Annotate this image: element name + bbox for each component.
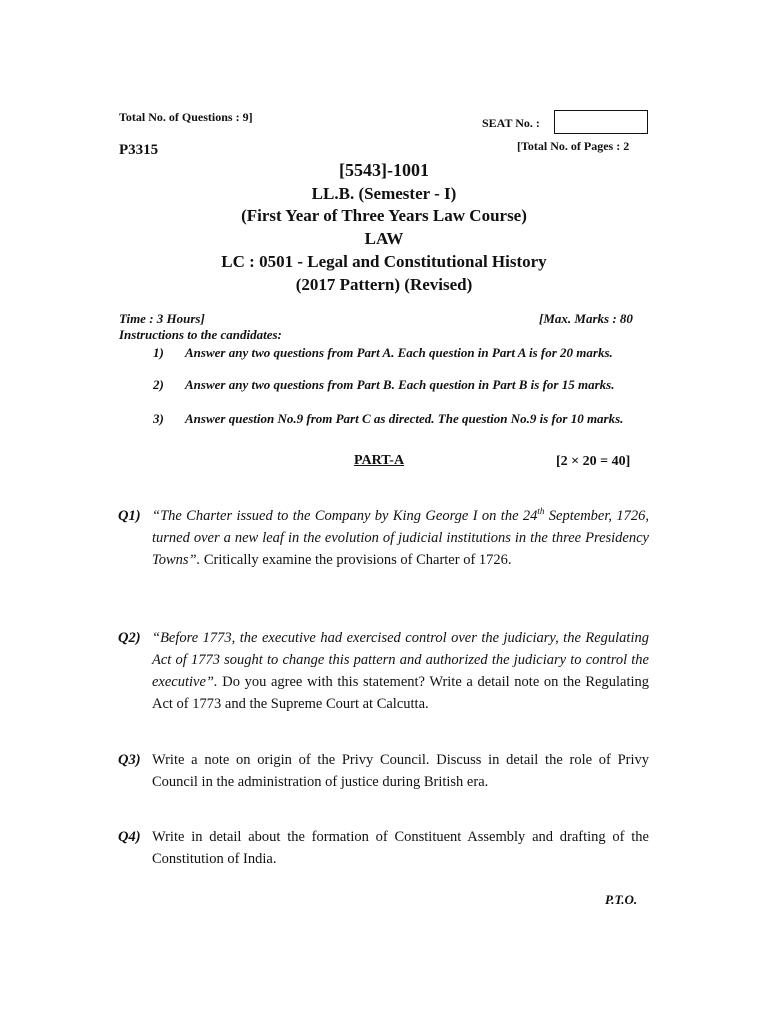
part-marks: [2 × 20 = 40] [556, 454, 631, 469]
question-number: Q1) [118, 508, 141, 524]
paper-code: P3315 [119, 142, 159, 158]
question-instruction: Do you agree with this statement? Write a detail note on the Regulating Act of 1773 and the Supreme Court at Calcutta. [152, 674, 649, 712]
question-quote: “The Charter issued to the Company by King George I on the 24 [152, 508, 538, 524]
question-quote-cont: September, 1726, turned over a new leaf in the evolution of judicial institutions in the three Presidency Towns”. [152, 508, 650, 568]
question-number: Q3) [118, 752, 141, 768]
total-questions: Total No. of Questions : 9] [119, 110, 253, 124]
exam-time: Time : 3 Hours] [119, 311, 205, 326]
instruction-item [153, 377, 650, 393]
instruction-item [153, 345, 650, 361]
degree-title: LL.B. (Semester - I) [311, 184, 457, 203]
pattern-title: (2017 Pattern) (Revised) [295, 275, 473, 294]
question-item [118, 627, 649, 715]
course-title: (First Year of Three Years Law Course) [241, 206, 527, 225]
seat-number-box[interactable] [554, 110, 648, 134]
instruction-text: Answer question No.9 from Part C as directed. The question No.9 is for 10 marks. [185, 411, 624, 426]
question-item [118, 505, 649, 571]
total-pages: [Total No. of Pages : 2 [517, 139, 630, 153]
instruction-item [153, 411, 650, 427]
exam-code: [5543]-1001 [339, 160, 429, 180]
instruction-text: Answer any two questions from Part B. Each question in Part B is for 15 marks. [185, 377, 615, 392]
subject-title: LAW [364, 229, 404, 248]
instruction-number: 3) [153, 411, 164, 426]
question-text: Write a note on origin of the Privy Council. Discuss in detail the role of Privy Council in the administration of justice during British era. [152, 752, 649, 790]
page-turn-over: P.T.O. [605, 892, 638, 907]
seat-label: SEAT No. : [482, 116, 540, 130]
max-marks: [Max. Marks : 80 [539, 311, 633, 326]
instruction-number: 2) [153, 377, 164, 392]
instructions-heading: Instructions to the candidates: [119, 327, 282, 342]
part-label: PART-A [354, 453, 405, 468]
question-item [118, 749, 649, 793]
instruction-text: Answer any two questions from Part A. Each question in Part A is for 20 marks. [185, 345, 613, 360]
paper-title: LC : 0501 - Legal and Constitutional History [221, 252, 547, 271]
ordinal-suffix: th [537, 506, 545, 517]
question-instruction: Critically examine the provisions of Charter of 1726. [200, 552, 512, 568]
question-text: Write in detail about the formation of Constituent Assembly and drafting of the Constitution of India. [152, 829, 649, 867]
instruction-number: 1) [153, 345, 164, 360]
question-number: Q4) [118, 829, 141, 845]
question-number: Q2) [118, 630, 141, 646]
question-text [152, 627, 649, 715]
question-item [118, 826, 649, 870]
question-quote: “Before 1773, the executive had exercised control over the judiciary, the Regulating Act of 1773 sought to change this pattern and authorized the judiciary to control the executive”. [152, 630, 649, 690]
question-text [152, 505, 649, 571]
